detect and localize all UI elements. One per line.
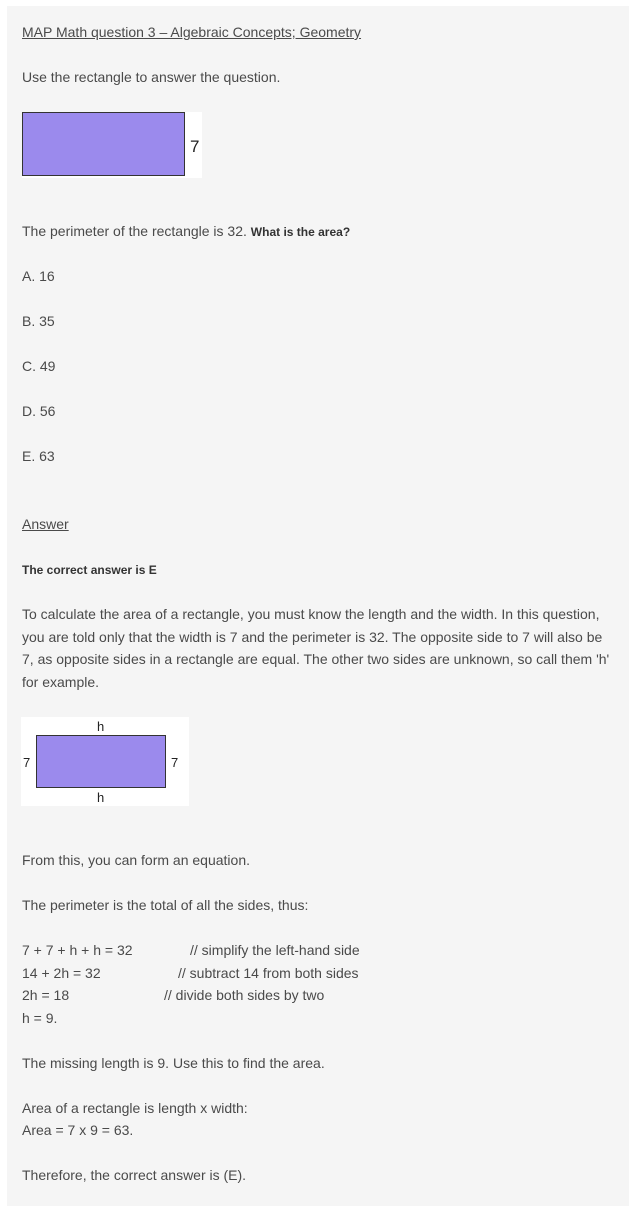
- rectangle-width-label: 7: [190, 137, 200, 156]
- answer-toggle-link[interactable]: Answer: [22, 516, 69, 532]
- correct-answer-heading: The correct answer is E: [22, 563, 157, 577]
- equation-step-1-comment: // simplify the left-hand side: [190, 942, 360, 958]
- form-equation-text: From this, you can form an equation.: [22, 852, 250, 868]
- option-d: D. 56: [22, 403, 56, 419]
- top-side-label: h: [97, 719, 105, 734]
- option-a: A. 16: [22, 268, 55, 284]
- area-calc-text: Area = 7 x 9 = 63.: [22, 1122, 134, 1138]
- rectangle-shape: [23, 113, 185, 176]
- equation-step-3-comment: // divide both sides by two: [164, 987, 325, 1003]
- question-prompt-bold: What is the area?: [250, 225, 351, 239]
- equation-step-2: 14 + 2h = 32: [22, 965, 101, 981]
- area-formula-text: Area of a rectangle is length x width:: [22, 1100, 248, 1116]
- question-intro: Use the rectangle to answer the question.: [22, 69, 281, 85]
- labeled-rectangle-figure: [21, 717, 189, 806]
- labeled-rectangle-shape: [37, 736, 166, 788]
- bottom-side-label: h: [97, 790, 105, 805]
- right-side-label: 7: [171, 755, 179, 770]
- question-prompt: [22, 220, 350, 243]
- equation-step-4: h = 9.: [22, 1010, 58, 1026]
- labeled-rectangle-svg: [21, 717, 189, 806]
- conclusion-text: Therefore, the correct answer is (E).: [22, 1167, 247, 1183]
- left-side-label: 7: [23, 755, 31, 770]
- missing-length-text: The missing length is 9. Use this to find the area.: [22, 1055, 325, 1071]
- question-prompt-text: The perimeter of the rectangle is 32.: [22, 223, 247, 239]
- rectangle-figure-svg: [22, 112, 202, 178]
- option-b: B. 35: [22, 313, 55, 329]
- option-e: E. 63: [22, 448, 55, 464]
- equation-step-3: 2h = 18: [22, 987, 70, 1003]
- perimeter-total-text: The perimeter is the total of all the sides, thus:: [22, 897, 309, 913]
- equation-step-1: 7 + 7 + h + h = 32: [22, 942, 133, 958]
- explanation-paragraph: To calculate the area of a rectangle, you must know the length and the width. In this question, you are told only that the width is 7 and the perimeter is 32. The opposite side to 7 will also be 7, as opposite sides in a rectangle are equal. The other two sides are unknown, so call them 'h' for example.: [22, 606, 610, 690]
- question-card: [7, 6, 629, 1206]
- option-c: C. 49: [22, 358, 56, 374]
- rectangle-figure: [22, 112, 202, 178]
- title-link[interactable]: MAP Math question 3 – Algebraic Concepts; Geometry: [22, 24, 362, 40]
- equation-step-2-comment: // subtract 14 from both sides: [178, 965, 359, 981]
